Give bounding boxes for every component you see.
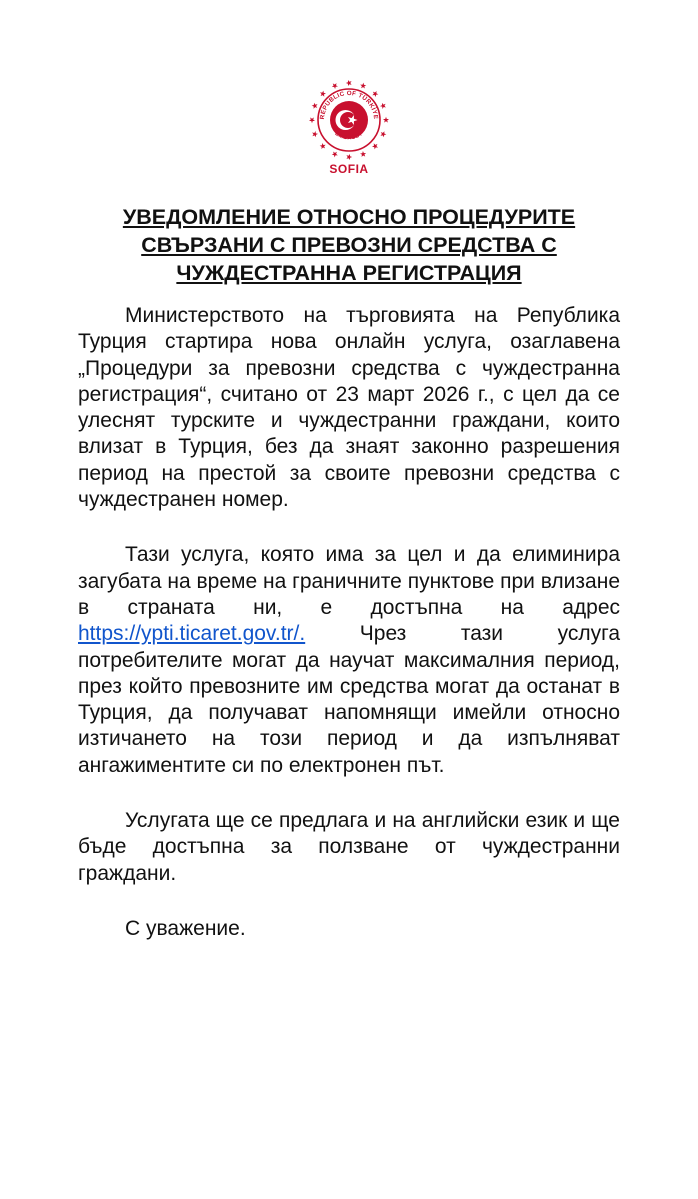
seal-ring-star [320,91,326,97]
notice-title [60,203,638,287]
seal-ring-star [372,143,378,149]
logo-city-label: SOFIA [329,162,369,176]
seal-ring-star [372,91,378,97]
seal-ring-star [383,117,389,123]
title-line-2: СВЪРЗАНИ С ПРЕВОЗНИ СРЕДСТВА С [141,233,557,257]
paragraph-service-details [78,542,620,779]
seal-ring-star [312,103,318,109]
seal-ring-star [320,143,326,149]
seal-ring-star [309,117,315,123]
paragraph-text-after-link: Чрез тази услуга потребителите могат да научат максималния период, през който превозните им средства могат да останат в Турция, да получават напомнящи имейли относно изтичането на този период и да изпълняват ангажиментите си по електронен път. [78,622,620,777]
seal-ring-star [312,131,318,137]
seal-sub-text: EMBASSY [333,130,365,142]
paragraph-text-before-link: Тази услуга, която има за цел и да елиминира загубата на време на граничните пунктове при влизане в страната ни, е достъпна на адрес [78,543,620,619]
seal-ring-star [332,83,338,89]
seal-ring-star [380,103,386,109]
paragraph-service-launch: Министерството на търговията на Република Турция стартира нова онлайн услуга, озаглавена „Процедури за превозни средства с чуждестранна регистрация“, считано от 23 март 2026 г., с цел да се улеснят турските и чуждестранни граждани, които влизат в Турция, без да знаят законно разрешения период на престой за своите превозни средства с чуждестранен номер. [78,304,620,512]
ypti-service-link[interactable]: https://ypti.ticaret.gov.tr/. [78,622,306,646]
title-line-1: УВЕДОМЛЕНИЕ ОТНОСНО ПРОЦЕДУРИТЕ [122,205,576,229]
embassy-seal-icon [307,78,391,162]
seal-ring-star [332,151,338,157]
notice-body [78,303,620,942]
seal-ring-star [346,154,352,160]
embassy-logo [299,78,399,188]
seal-ring-star [360,83,366,89]
paragraph-english-availability: Услугата ще се предлага и на английски език и ще бъде достъпна за ползване от чуждестранни граждани. [78,809,620,885]
title-line-3: ЧУЖДЕСТРАННА РЕГИСТРАЦИЯ [176,261,522,285]
closing-regards: С уважение. [125,916,246,940]
seal-ring-star [380,131,386,137]
seal-ring-star [360,151,366,157]
seal-ring-star [346,80,352,86]
seal-ring-text: REPUBLIC OF TÜRKİYE [318,89,380,120]
